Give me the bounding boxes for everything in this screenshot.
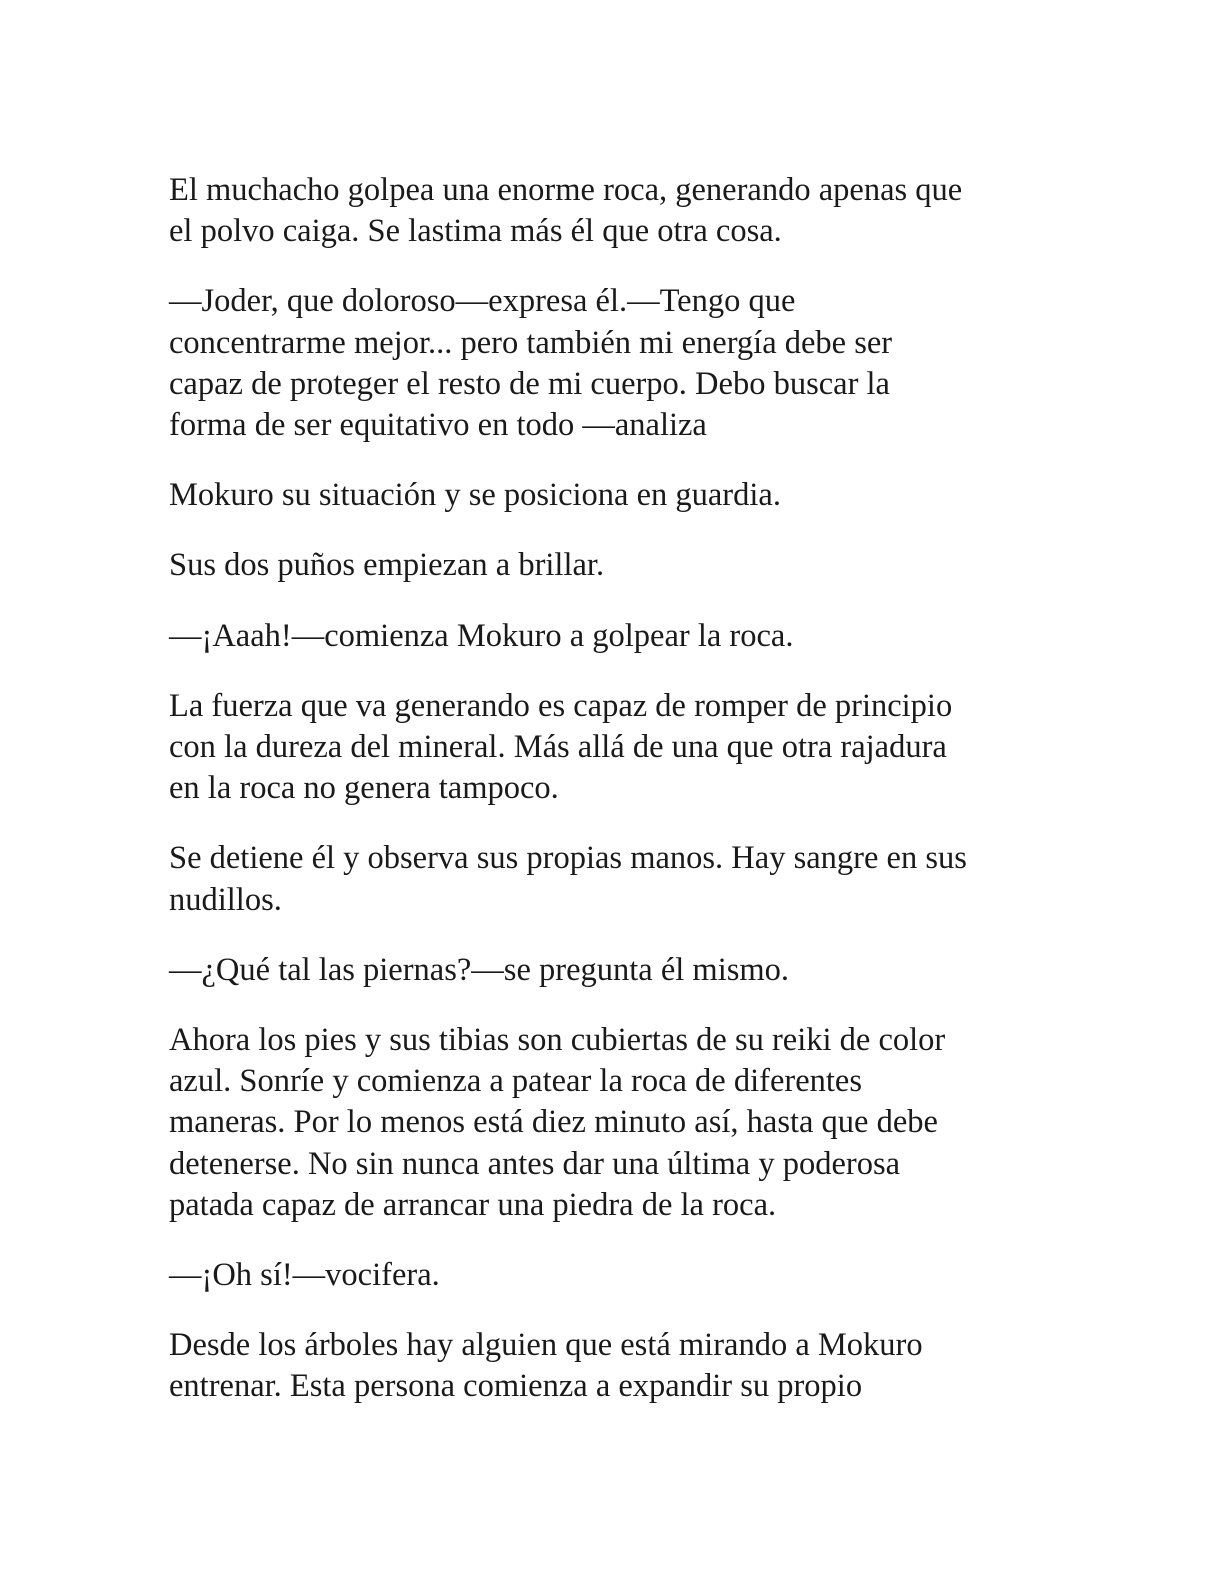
- text-line: —Joder, que doloroso—expresa él.—Tengo que: [169, 283, 796, 320]
- paragraph-10: [169, 1255, 1059, 1296]
- text-line: forma de ser equitativo en todo —analiza: [169, 407, 707, 444]
- text-line: —¡Aaah!—comienza Mokuro a golpear la roca.: [169, 617, 794, 654]
- body-text: [169, 170, 1059, 1437]
- text-line: entrenar. Esta persona comienza a expandir su propio: [169, 1368, 863, 1405]
- paragraph-11: [169, 1325, 1059, 1407]
- paragraph-1: [169, 170, 1059, 252]
- text-line: maneras. Por lo menos está diez minuto así, hasta que debe: [169, 1104, 938, 1141]
- text-line: el polvo caiga. Se lastima más él que otra cosa.: [169, 213, 782, 250]
- paragraph-9: [169, 1020, 1059, 1226]
- text-line: El muchacho golpea una enorme roca, generando apenas que: [169, 172, 963, 208]
- paragraph-8: [169, 950, 1059, 991]
- text-line: Desde los árboles hay alguien que está mirando a Mokuro: [169, 1327, 923, 1364]
- paragraph-4: [169, 545, 1059, 586]
- text-line: capaz de proteger el resto de mi cuerpo. Debo buscar la: [169, 365, 890, 402]
- paragraph-2: [169, 281, 1059, 446]
- text-line: La fuerza que va generando es capaz de romper de principio: [169, 687, 953, 724]
- text-line: azul. Sonríe y comienza a patear la roca de diferentes: [169, 1063, 862, 1100]
- text-line: Ahora los pies y sus tibias son cubiertas de su reiki de color: [169, 1022, 946, 1059]
- text-line: —¿Qué tal las piernas?—se pregunta él mismo.: [169, 951, 790, 988]
- text-line: concentrarme mejor... pero también mi energía debe ser: [169, 324, 893, 361]
- text-line: —¡Oh sí!—vocifera.: [169, 1257, 440, 1294]
- text-line: nudillos.: [169, 881, 282, 918]
- paragraph-3: [169, 475, 1059, 516]
- text-line: con la dureza del mineral. Más allá de una que otra rajadura: [169, 729, 947, 766]
- paragraph-5: [169, 616, 1059, 657]
- text-line: en la roca no genera tampoco.: [169, 770, 559, 807]
- paragraph-7: [169, 838, 1059, 920]
- paragraph-6: [169, 686, 1059, 810]
- text-line: Sus dos puños empiezan a brillar.: [169, 547, 605, 584]
- text-line: Se detiene él y observa sus propias manos. Hay sangre en sus: [169, 840, 967, 877]
- text-line: patada capaz de arrancar una piedra de la roca.: [169, 1186, 777, 1223]
- text-line: Mokuro su situación y se posiciona en guardia.: [169, 477, 781, 514]
- text-line: detenerse. No sin nunca antes dar una última y poderosa: [169, 1145, 901, 1182]
